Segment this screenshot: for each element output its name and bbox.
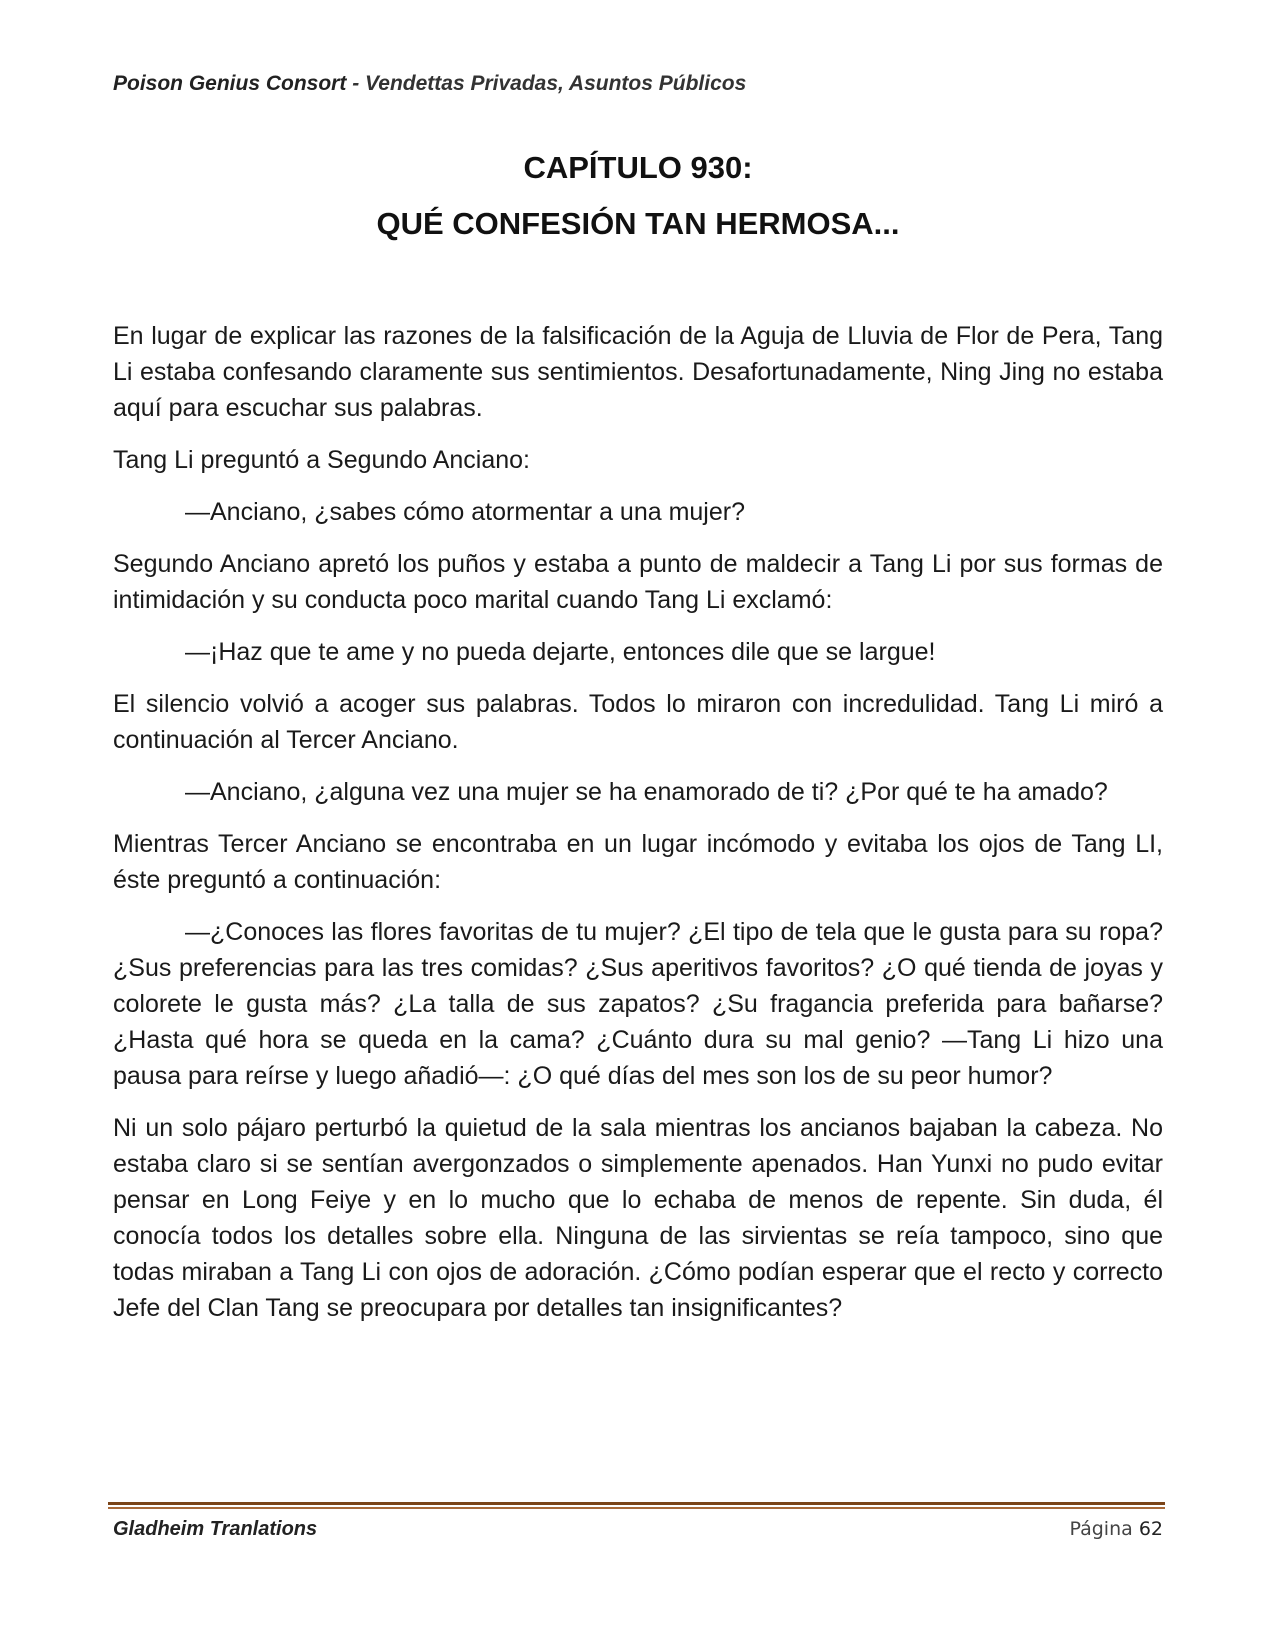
- dialogue-paragraph: —Anciano, ¿sabes cómo atormentar a una mujer?: [185, 498, 745, 526]
- running-header: [113, 72, 746, 96]
- page-number-label: [1069, 1518, 1163, 1540]
- paragraph: El silencio volvió a acoger sus palabras. Todos lo miraron con incredulidad. Tang Li miró a continuación al Tercer Anciano.: [113, 690, 1163, 754]
- header-volume-title: Vendettas Privadas, Asuntos Públicos: [365, 72, 747, 95]
- footer-divider: [108, 1502, 1165, 1509]
- dialogue-paragraph: —Anciano, ¿alguna vez una mujer se ha enamorado de ti? ¿Por qué te ha amado?: [185, 778, 1108, 806]
- paragraph: Ni un solo pájaro perturbó la quietud de la sala mientras los ancianos bajaban la cabeza. No estaba claro si se sentían avergonzados o simplemente apenados. Han Yunxi no pudo evitar pensar en Long Feiye y en lo mucho que lo echaba de menos de repente. Sin duda, él conocía todos los detalles sobre ella. Ninguna de las sirvientas se reía tampoco, sino que todas miraban a Tang Li con ojos de adoración. ¿Cómo podían esperar que el recto y correcto Jefe del Clan Tang se preocupara por detalles tan insignificantes?: [113, 1114, 1163, 1322]
- page-number: 62: [1138, 1518, 1163, 1540]
- chapter-number: CAPÍTULO 930:: [523, 150, 753, 185]
- footer-publisher: Gladheim Tranlations: [113, 1518, 318, 1540]
- paragraph: Tang Li preguntó a Segundo Anciano:: [113, 446, 531, 474]
- paragraph: Segundo Anciano apretó los puños y estaba a punto de maldecir a Tang Li por sus formas de intimidación y su conducta poco marital cuando Tang Li exclamó:: [113, 550, 1163, 614]
- header-series-title: Poison Genius Consort: [113, 72, 347, 95]
- paragraph: Mientras Tercer Anciano se encontraba en un lugar incómodo y evitaba los ojos de Tang LI, éste preguntó a continuación:: [113, 830, 1163, 894]
- chapter-body: [113, 318, 1163, 1342]
- dialogue-paragraph: —¿Conoces las flores favoritas de tu mujer? ¿El tipo de tela que le gusta para su ropa? ¿Sus preferencias para las tres comidas? ¿Sus aperitivos favoritos? ¿O qué tienda de joyas y colorete le gusta más? ¿La talla de sus zapatos? ¿Su fragancia preferida para bañarse? ¿Hasta qué hora se queda en la cama? ¿Cuánto dura su mal genio? —Tang Li hizo una pausa para reírse y luego añadió—: ¿O qué días del mes son los de su peor humor?: [113, 918, 1163, 1090]
- page-label: Página: [1069, 1518, 1133, 1540]
- chapter-title-block: [113, 148, 1163, 260]
- header-separator: -: [346, 72, 366, 95]
- dialogue-paragraph: —¡Haz que te ame y no pueda dejarte, entonces dile que se largue!: [185, 638, 936, 666]
- paragraph: En lugar de explicar las razones de la falsificación de la Aguja de Lluvia de Flor de Pera, Tang Li estaba confesando claramente sus sentimientos. Desafortunadamente, Ning Jing no estaba aquí para escuchar sus palabras.: [113, 322, 1163, 422]
- chapter-title: QUÉ CONFESIÓN TAN HERMOSA...: [376, 206, 900, 241]
